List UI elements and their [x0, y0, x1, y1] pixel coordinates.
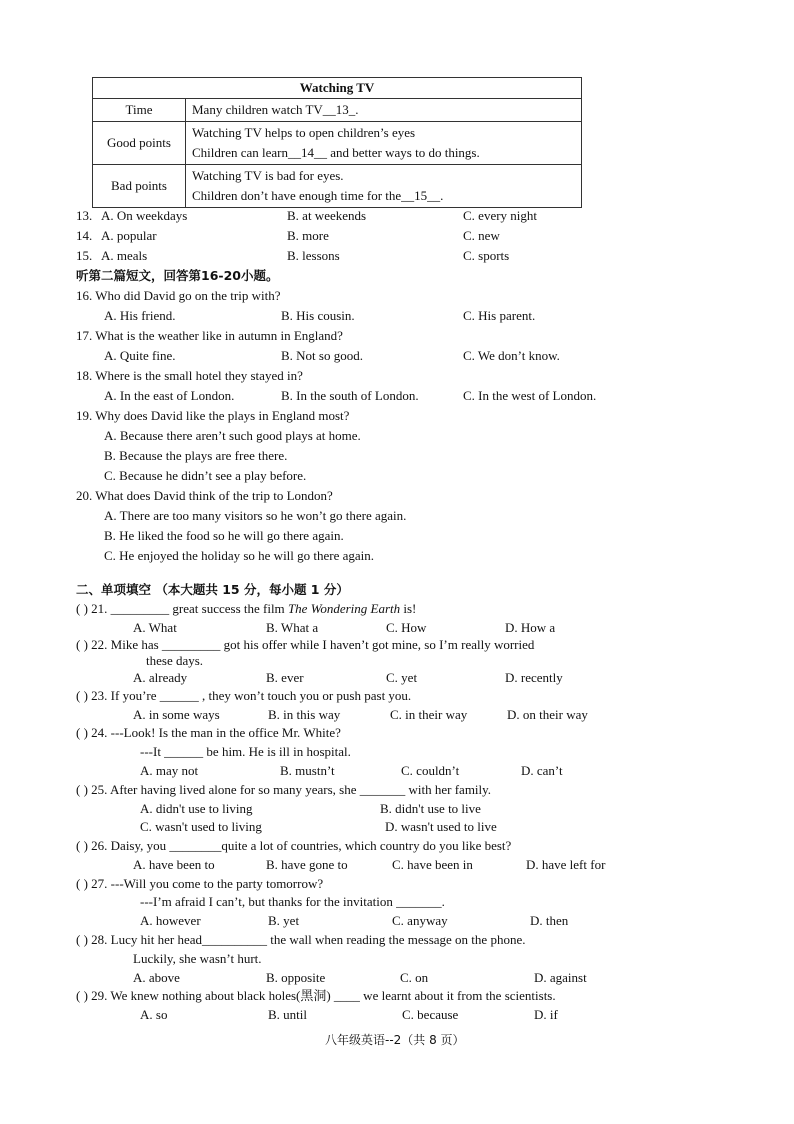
- q24-option-c: C. couldn’t: [401, 763, 460, 778]
- q19-option-b: B. Because the plays are free there.: [104, 448, 288, 463]
- row-label-time: Time: [93, 99, 186, 122]
- q25-option-d: D. wasn't used to live: [385, 819, 497, 834]
- q26-option-a: A. have been to: [133, 857, 215, 872]
- q28-option-c: C. on: [400, 970, 429, 985]
- q16-option-a: A. His friend.: [104, 308, 176, 323]
- q22-option-a: A. already: [133, 670, 188, 685]
- q24-option-d: D. can’t: [521, 763, 563, 778]
- question-13-number: 13.: [76, 208, 93, 223]
- question-23-stem: ( ) 23. If you’re ______ , they won’t touch you or push past you.: [76, 688, 412, 703]
- q20-option-c: C. He enjoyed the holiday so he will go there again.: [104, 548, 375, 563]
- q15-option-c: C. sports: [463, 248, 510, 263]
- q18-option-b: B. In the south of London.: [281, 388, 419, 403]
- row-content-bad-points: [186, 165, 582, 208]
- question-25-stem: ( ) 25. After having lived alone for so many years, she _______ with her family.: [76, 782, 492, 797]
- q27-option-b: B. yet: [268, 913, 300, 928]
- q20-option-a: A. There are too many visitors so he won’t go there again.: [104, 508, 407, 523]
- q22-option-b: B. ever: [266, 670, 304, 685]
- q19-option-c: C. Because he didn’t see a play before.: [104, 468, 307, 483]
- section-2-heading: 二、单项填空 （本大题共 15 分，每小题 1 分）: [76, 582, 349, 597]
- question-24-stem: ( ) 24. ---Look! Is the man in the office Mr. White?: [76, 725, 341, 740]
- q17-option-b: B. Not so good.: [281, 348, 363, 363]
- question-29-stem: ( ) 29. We knew nothing about black holes(黑洞) ____ we learnt about it from the scientists.: [76, 988, 556, 1003]
- question-27-stem: ( ) 27. ---Will you come to the party tomorrow?: [76, 876, 324, 891]
- q15-option-a: A. meals: [101, 248, 148, 263]
- watching-tv-table: [92, 77, 582, 208]
- q21-stem-tail: is!: [400, 601, 417, 616]
- q25-option-b: B. didn't use to live: [380, 801, 481, 816]
- q21-stem-text: ( ) 21. _________ great success the film: [76, 601, 288, 616]
- q23-option-b: B. in this way: [268, 707, 341, 722]
- q23-option-a: A. in some ways: [133, 707, 220, 722]
- row-content-time: [186, 99, 582, 122]
- q25-option-a: A. didn't use to living: [140, 801, 253, 816]
- q17-option-c: C. We don’t know.: [463, 348, 560, 363]
- q24-option-a: A. may not: [140, 763, 199, 778]
- q21-option-a: A. What: [133, 620, 177, 635]
- question-24-stem-line2: ---It ______ be him. He is ill in hospital.: [140, 744, 351, 759]
- q21-option-c: C. How: [386, 620, 427, 635]
- q21-option-b: B. What a: [266, 620, 319, 635]
- q29-option-a: A. so: [140, 1007, 168, 1022]
- q27-option-a: A. however: [140, 913, 201, 928]
- q15-option-b: B. lessons: [287, 248, 340, 263]
- q18-option-c: C. In the west of London.: [463, 388, 597, 403]
- q27-option-d: D. then: [530, 913, 569, 928]
- question-28-stem-line2: Luckily, she wasn’t hurt.: [133, 951, 262, 966]
- part2-heading: 听第二篇短文，回答第16-20小题。: [76, 268, 279, 283]
- table-title: Watching TV: [93, 78, 582, 99]
- q28-option-a: A. above: [133, 970, 180, 985]
- q28-option-d: D. against: [534, 970, 587, 985]
- q24-option-b: B. mustn’t: [280, 763, 335, 778]
- question-27-stem-line2: ---I’m afraid I can’t, but thanks for the invitation _______.: [140, 894, 445, 909]
- question-16-stem: 16. Who did David go on the trip with?: [76, 288, 281, 303]
- row-label-bad-points: Bad points: [93, 165, 186, 208]
- q29-option-d: D. if: [534, 1007, 558, 1022]
- q22-option-c: C. yet: [386, 670, 418, 685]
- q13-option-a: A. On weekdays: [101, 208, 188, 223]
- question-22-stem: ( ) 22. Mike has _________ got his offer while I haven’t got mine, so I’m really worried: [76, 637, 535, 652]
- q29-option-c: C. because: [402, 1007, 459, 1022]
- q14-option-a: A. popular: [101, 228, 157, 243]
- q23-option-c: C. in their way: [390, 707, 468, 722]
- table-line: Children don’t have enough time for the__15__.: [192, 188, 444, 203]
- question-14-number: 14.: [76, 228, 93, 243]
- q13-option-c: C. every night: [463, 208, 538, 223]
- question-20-stem: 20. What does David think of the trip to London?: [76, 488, 333, 503]
- question-18-stem: 18. Where is the small hotel they stayed in?: [76, 368, 303, 383]
- q26-option-d: D. have left for: [526, 857, 606, 872]
- table-line: Children can learn__14__ and better ways to do things.: [192, 145, 480, 160]
- table-line: Watching TV is bad for eyes.: [192, 168, 344, 183]
- q25-option-c: C. wasn't used to living: [140, 819, 262, 834]
- q19-option-a: A. Because there aren’t such good plays at home.: [104, 428, 361, 443]
- table-line: Watching TV helps to open children’s eyes: [192, 125, 416, 140]
- q28-option-b: B. opposite: [266, 970, 326, 985]
- row-label-good-points: Good points: [93, 122, 186, 165]
- question-17-stem: 17. What is the weather like in autumn in England?: [76, 328, 343, 343]
- q29-option-b: B. until: [268, 1007, 308, 1022]
- q14-option-b: B. more: [287, 228, 329, 243]
- q27-option-c: C. anyway: [392, 913, 448, 928]
- q20-option-b: B. He liked the food so he will go there again.: [104, 528, 344, 543]
- q16-option-b: B. His cousin.: [281, 308, 355, 323]
- question-15-number: 15.: [76, 248, 93, 263]
- q18-option-a: A. In the east of London.: [104, 388, 235, 403]
- q21-option-d: D. How a: [505, 620, 556, 635]
- q17-option-a: A. Quite fine.: [104, 348, 176, 363]
- q26-option-c: C. have been in: [392, 857, 473, 872]
- question-28-stem: ( ) 28. Lucy hit her head__________ the wall when reading the message on the phone.: [76, 932, 526, 947]
- q23-option-d: D. on their way: [507, 707, 588, 722]
- question-21-stem: [76, 601, 416, 617]
- question-26-stem: ( ) 26. Daisy, you ________quite a lot of countries, which country do you like best?: [76, 838, 512, 853]
- row-content-good-points: [186, 122, 582, 165]
- page-footer: 八年级英语--2（共 8 页）: [325, 1033, 465, 1047]
- q26-option-b: B. have gone to: [266, 857, 348, 872]
- q16-option-c: C. His parent.: [463, 308, 536, 323]
- q22-option-d: D. recently: [505, 670, 563, 685]
- q21-film-title: The Wondering Earth: [287, 601, 401, 616]
- table-line: Many children watch TV__13_.: [192, 102, 359, 117]
- question-19-stem: 19. Why does David like the plays in England most?: [76, 408, 350, 423]
- q14-option-c: C. new: [463, 228, 500, 243]
- q13-option-b: B. at weekends: [287, 208, 367, 223]
- question-22-stem-line2: these days.: [146, 653, 204, 668]
